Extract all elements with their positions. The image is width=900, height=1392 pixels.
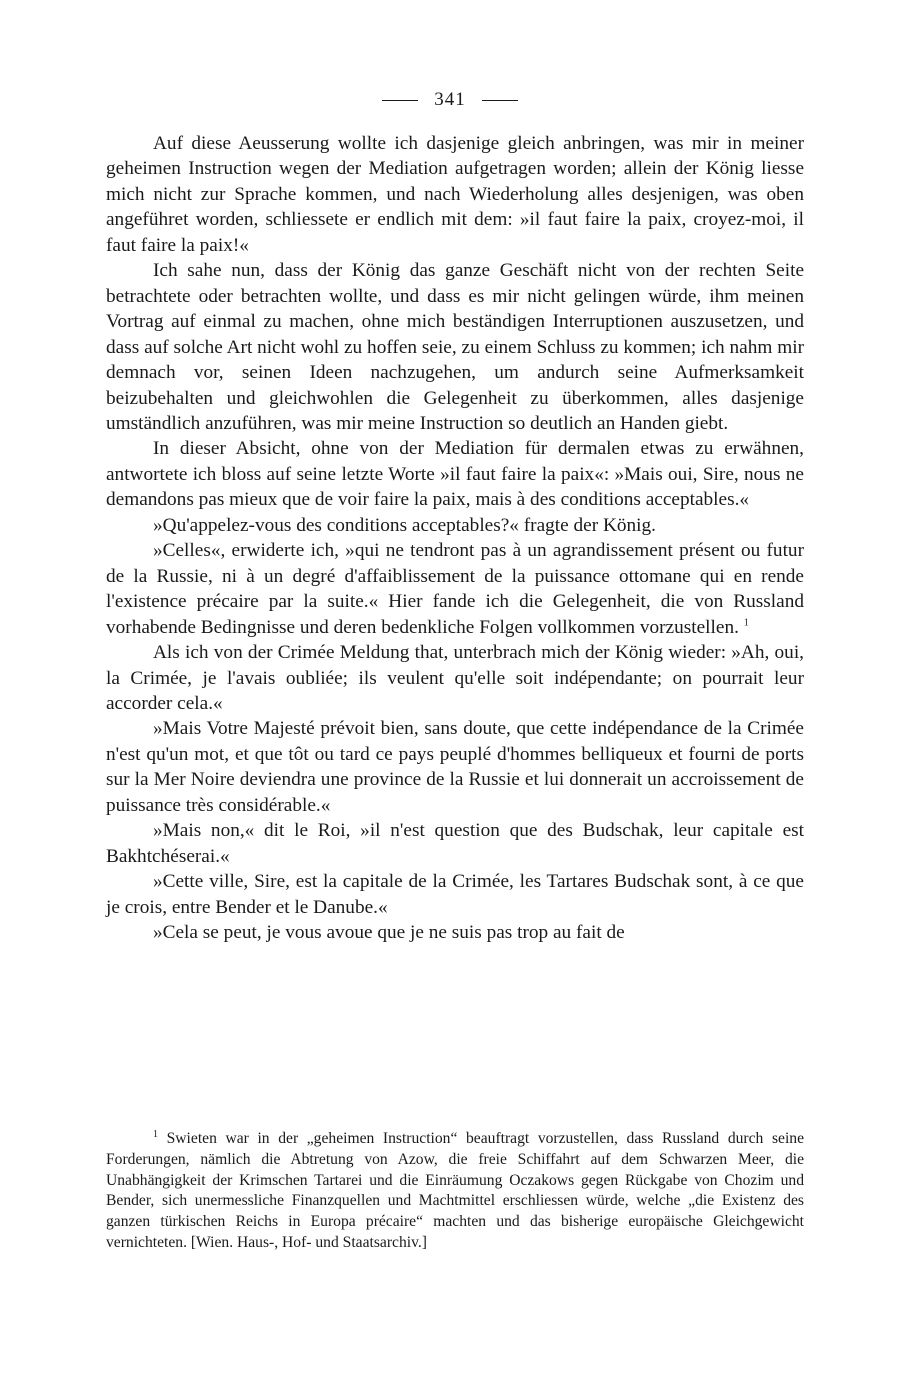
- page-header: [0, 84, 900, 116]
- page-number: 341: [434, 89, 466, 110]
- paragraph: Auf diese Aeusserung wollte ich dasjenige gleich anbringen, was mir in meiner geheimen Instruction wegen der Mediation aufgetragen worden; allein der König liesse mich nicht zur Sprache kommen, und nach Wiederholung alles desjenigen, was oben angeführet worden, schliessete er endlich mit dem: »il faut faire la paix, croyez-moi, il faut faire la paix!«: [106, 133, 804, 256]
- paragraph-text: »Celles«, erwiderte ich, »qui ne tendront pas à un agrandissement présent ou futur de la Russie, ni à un degré d'affaiblissement de la puissance ottomane qui en rende l'existence précaire par la suite.« Hier fande ich die Gelegenheit, die von Russland vorhabende Bedingnisse und deren bedenkliche Folgen vollkommen vorzustellen.: [106, 540, 804, 638]
- body-text: [106, 131, 804, 946]
- paragraph: Ich sahe nun, dass der König das ganze Geschäft nicht von der rechten Seite betrachtete oder betrachten wollte, und dass es mir nicht gelingen würde, ihm meinen Vortrag auf einmal zu machen, ohne mich beständigen Interruptionen auszusetzen, und dass auf solche Art nicht wohl zu hoffen seie, zu einem Schluss zu kommen; ich nahm mir demnach vor, seinen Ideen nachzugehen, um andurch seine Aufmerksamkeit beizubehalten und gleichwohlen die Gelegenheit zu überkommen, alles dasjenige umständlich anzuführen, was mir meine Instruction so deutlich an Handen giebt.: [106, 260, 804, 434]
- footnote-text: Swieten war in der „geheimen Instruction“ beauftragt vorzustellen, dass Russland durch seine Forderungen, nämlich die Abtretung von Azow, die freie Schiffahrt auf dem Schwarzen Meer, die Unabhängigkeit der Krimschen Tartarei und die Einräumung Oczakows gegen Rückgabe von Chozim und Bender, sich unermessliche Finanzquellen und Machtmittel erschliessen würde, welche „die Existenz des ganzen türkischen Reichs in Europa précaire“ machten und das bisherige europäische Gleichgewicht vernichteten. [Wien. Haus-, Hof- und Staatsarchiv.]: [106, 1130, 804, 1251]
- paragraph: »Cela se peut, je vous avoue que je ne suis pas trop au fait de: [153, 922, 625, 944]
- paragraph: »Qu'appelez-vous des conditions acceptables?« fragte der König.: [153, 514, 656, 536]
- paragraph: »Mais non,« dit le Roi, »il n'est question que des Budschak, leur capitale est Bakhtchéserai.«: [106, 820, 804, 867]
- paragraph: In dieser Absicht, ohne von der Mediation für dermalen etwas zu erwähnen, antwortete ich bloss auf seine letzte Worte »il faut faire la paix«: »Mais oui, Sire, nous ne demandons pas mieux que de voir faire la paix, mais à des conditions acceptables.«: [106, 438, 804, 511]
- paragraph: Als ich von der Crimée Meldung that, unterbrach mich der König wieder: »Ah, oui, la Crimée, je l'avais oubliée; ils veulent qu'elle soit indépendante; on pourrait leur accorder cela.«: [106, 642, 804, 714]
- paragraph: »Cette ville, Sire, est la capitale de la Crimée, les Tartares Budschak sont, à ce que je crois, entre Bender et le Danube.«: [106, 871, 804, 918]
- footnote: [106, 1129, 804, 1254]
- paragraph-with-note: [106, 538, 804, 640]
- footnote-reference: 1: [743, 617, 749, 629]
- footnote-paragraph: [106, 1129, 804, 1254]
- header-rule-right: [482, 100, 518, 101]
- footnote-marker: 1: [153, 1128, 158, 1140]
- header-rule-left: [382, 100, 418, 101]
- paragraph: »Mais Votre Majesté prévoit bien, sans doute, que cette indépendance de la Crimée n'est qu'un mot, et que tôt ou tard ce pays peuplé d'hommes belliqueux et fourni de ports sur la Mer Noire deviendra une province de la Russie et lui donnerait un accroissement de puissance très considérable.«: [106, 718, 804, 816]
